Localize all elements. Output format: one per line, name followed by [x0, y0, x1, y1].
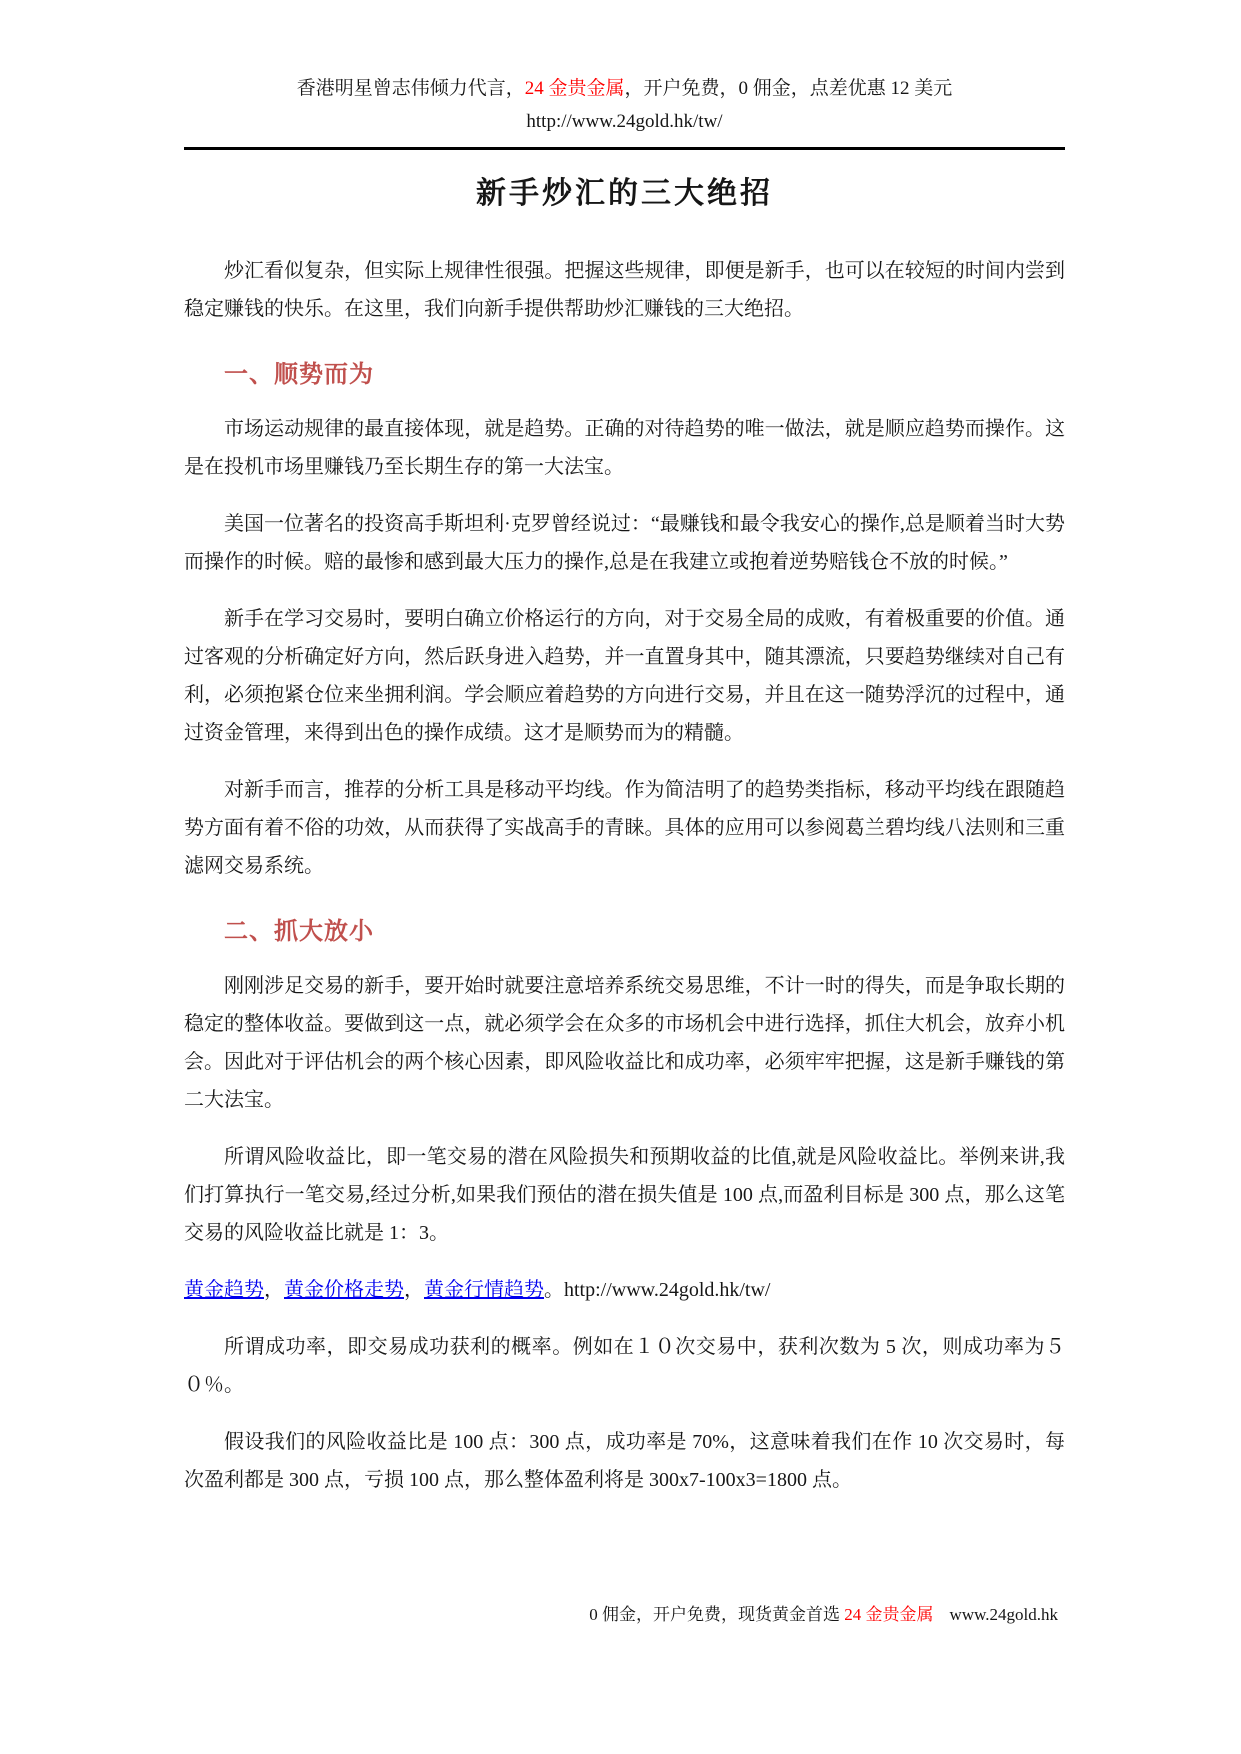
gold-price-trend-link[interactable]: 黄金价格走势: [284, 1279, 404, 1301]
document-footer: [589, 1600, 1058, 1630]
paragraph-trend-3: 对新手而言，推荐的分析工具是移动平均线。作为简洁明了的趋势类指标，移动平均线在跟随趋势方面有着不俗的功效，从而获得了实战高手的青睐。具体的应用可以参阅葛兰碧均线八法则和三重滤网交易系统。: [184, 779, 1065, 877]
document-body: [184, 252, 1065, 1499]
link-separator: ，: [264, 1279, 284, 1301]
paragraph-trend-2: 新手在学习交易时，要明白确立价格运行的方向，对于交易全局的成败，有着极重要的价值。通过客观的分析确定好方向，然后跃身进入趋势，并一直置身其中，随其漂流，只要趋势继续对自己有利，必须抱紧仓位来坐拥利润。学会顺应着趋势的方向进行交易，并且在这一随势浮沉的过程中，通过资金管理，来得到出色的操作成绩。这才是顺势而为的精髓。: [184, 608, 1065, 744]
footer-ad-text: 0 佣金，开户免费，现货黄金首选: [589, 1605, 845, 1624]
footer-url: www.24gold.hk: [949, 1605, 1058, 1624]
gold-links-line: [184, 1271, 1065, 1309]
gold-market-trend-link[interactable]: 黄金行情趋势: [424, 1279, 544, 1301]
gold-trend-link[interactable]: 黄金趋势: [184, 1279, 264, 1301]
document-header: [184, 0, 1065, 137]
header-ad-text-left: 香港明星曾志伟倾力代言，: [296, 78, 525, 99]
section-heading-1: 一、顺势而为: [224, 362, 374, 388]
paragraph-example: 假设我们的风险收益比是 100 点：300 点，成功率是 70%，这意味着我们在作 10 次交易时，每次盈利都是 300 点，亏损 100 点，那么整体盈利将是 300x7-100x3=1800 点。: [184, 1431, 1065, 1491]
paragraph-risk-reward: 所谓风险收益比，即一笔交易的潜在风险损失和预期收益的比值,就是风险收益比。举例来讲,我们打算执行一笔交易,经过分析,如果我们预估的潜在损失值是 100 点,而盈利目标是 300 点，那么这笔交易的风险收益比就是 1：3。: [184, 1146, 1065, 1244]
header-brand-name: 24 金贵金属: [524, 78, 625, 99]
paragraph-big-small-1: 刚刚涉足交易的新手，要开始时就要注意培养系统交易思维，不计一时的得失，而是争取长期的稳定的整体收益。要做到这一点，就必须学会在众多的市场机会中进行选择，抓住大机会，放弃小机会。因此对于评估机会的两个核心因素，即风险收益比和成功率，必须牢牢把握，这是新手赚钱的第二大法宝。: [184, 975, 1065, 1111]
paragraph-trend-1: 市场运动规律的最直接体现，就是趋势。正确的对待趋势的唯一做法，就是顺应趋势而操作。这是在投机市场里赚钱乃至长期生存的第一大法宝。: [184, 418, 1065, 478]
paragraph-trend-quote: 美国一位著名的投资高手斯坦利·克罗曾经说过：“最赚钱和最令我安心的操作,总是顺着当时大势而操作的时候。赔的最惨和感到最大压力的操作,总是在我建立或抱着逆势赔钱仓不放的时候。”: [184, 513, 1065, 573]
section-heading-2: 二、抓大放小: [224, 919, 374, 945]
document-content-column: [184, 0, 1065, 1499]
links-line-url: 。http://www.24gold.hk/tw/: [544, 1279, 771, 1301]
header-ad-line: [184, 74, 1065, 104]
header-divider: [184, 147, 1065, 150]
header-url: http://www.24gold.hk/tw/: [526, 111, 723, 132]
paragraph-intro: 炒汇看似复杂，但实际上规律性很强。把握这些规律，即便是新手，也可以在较短的时间内尝到稳定赚钱的快乐。在这里，我们向新手提供帮助炒汇赚钱的三大绝招。: [184, 260, 1065, 320]
page-title: 新手炒汇的三大绝招: [476, 177, 773, 210]
footer-brand-name: 24 金贵金属: [844, 1605, 934, 1624]
paragraph-success-rate: 所谓成功率，即交易成功获利的概率。例如在１０次交易中，获利次数为 5 次，则成功率为５０％。: [184, 1336, 1065, 1396]
link-separator: ，: [404, 1279, 424, 1301]
header-ad-text-right: ，开户免费，0 佣金，点差优惠 12 美元: [624, 78, 953, 99]
